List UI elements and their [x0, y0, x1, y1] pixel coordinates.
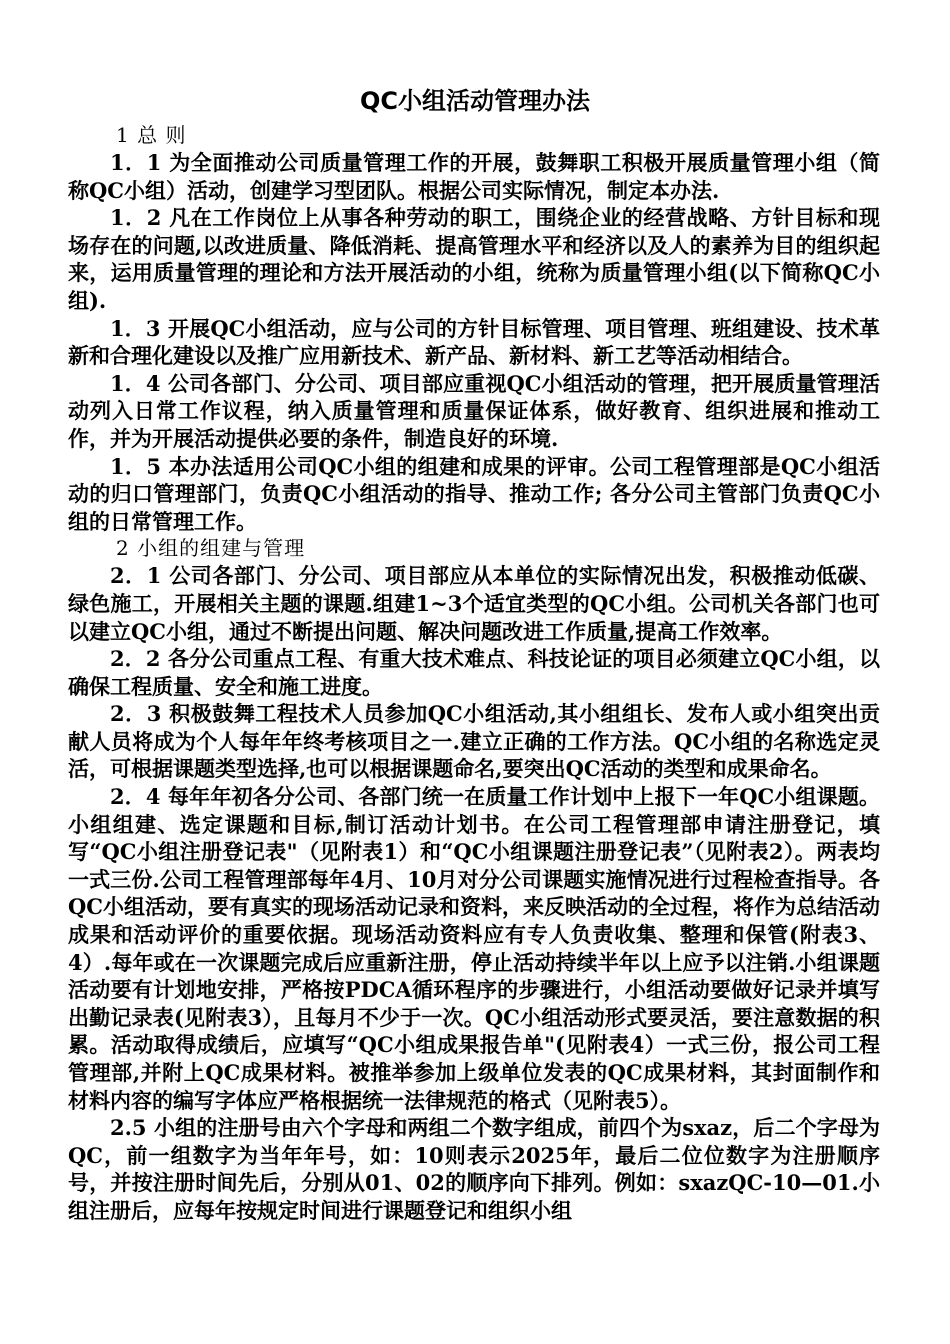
section-heading-2: 2 小组的组建与管理: [116, 536, 306, 561]
paragraph-1-5: 1．5 本办法适用公司QC小组的组建和成果的评审。公司工程管理部是QC小组活动的归口管理部门，负责QC小组活动的指导、推动工作; 各分公司主管部门负责QC小组的日常管理工作。: [68, 453, 880, 534]
paragraph-1-4: 1．4 公司各部门、分公司、项目部应重视QC小组活动的管理，把开展质量管理活动列入日常工作议程，纳入质量管理和质量保证体系，做好教育、组织进展和推动工作，并为开展活动提供必要的条件，制造良好的环境.: [68, 370, 880, 451]
paragraph-1-3: 1．3 开展QC小组活动，应与公司的方针目标管理、项目管理、班组建设、技术革新和合理化建设以及推广应用新技术、新产品、新材料、新工艺等活动相结合。: [68, 315, 880, 369]
paragraph-2-4: 2．4 每年年初各分公司、各部门统一在质量工作计划中上报下一年QC小组课题。小组组建、选定课题和目标,制订活动计划书。在公司工程管理部申请注册登记，填写“QC小组注册登记表"（见附表1）和“QC小组课题注册登记表”（见附表2）。两表均一式三份.公司工程管理部每年4月、10月对分公司课题实施情况进行过程检查指导。各QC小组活动，要有真实的现场活动记录和资料，来反映活动的全过程，将作为总结活动成果和活动评价的重要依据。现场活动资料应有专人负责收集、整理和保管(附表3、4）.每年或在一次课题完成后应重新注册，停止活动持续半年以上应予以注销.小组课题活动要有计划地安排，严格按PDCA循环程序的步骤进行，小组活动要做好记录并填写出勤记录表(见附表3），且每月不少于一次。QC小组活动形式要灵活，要注意数据的积累。活动取得成绩后，应填写“QC小组成果报告单"(见附表4）一式三份，报公司工程管理部,并附上QC成果材料。被推举参加上级单位发表的QC成果材料，其封面制作和材料内容的编写字体应严格根据统一法律规范的格式（见附表5）。: [68, 784, 881, 1113]
page-title: QC小组活动管理办法: [359, 87, 590, 115]
paragraph-2-5: 2.5 小组的注册号由六个字母和两组二个数字组成，前四个为sxaz，后二个字母为QC，前一组数字为当年年号，如：10则表示2025年，最后二位位数字为注册顺序号，并按注册时间先后，分别从01、02的顺序向下排列。例如：sxazQC-10—01.小组注册后，应每年按规定时间进行课题登记和组织小组: [68, 1115, 880, 1223]
paragraph-1-2: 1．2 凡在工作岗位上从事各种劳动的职工，围绕企业的经营战略、方针目标和现场存在的问题,以改进质量、降低消耗、提高管理水平和经济以及人的素养为目的组织起来，运用质量管理的理论和方法开展活动的小组，统称为质量管理小组(以下简称QC小组).: [68, 205, 880, 313]
paragraph-2-1: 2．1 公司各部门、分公司、项目部应从本单位的实际情况出发，积极推动低碳、绿色施工，开展相关主题的课题.组建1~3个适宜类型的QC小组。公司机关各部门也可以建立QC小组，通过不断提出问题、解决问题改进工作质量,提高工作效率。: [68, 563, 880, 644]
section-heading-1: 1 总 则: [116, 123, 187, 147]
paragraph-2-3: 2．3 积极鼓舞工程技术人员参加QC小组活动,其小组组长、发布人或小组突出贡献人员将成为个人每年年终考核项目之一.建立正确的工作方法。QC小组的名称选定灵活，可根据课题类型选择,也可以根据课题命名,要突出QC活动的类型和成果命名。: [68, 701, 880, 782]
document-body: [68, 122, 880, 1225]
paragraph-2-2: 2．2 各分公司重点工程、有重大技术难点、科技论证的项目必须建立QC小组，以确保工程质量、安全和施工进度。: [68, 646, 880, 699]
paragraph-1-1: 1．1 为全面推动公司质量管理工作的开展，鼓舞职工积极开展质量管理小组（简称QC小组）活动，创建学习型团队。根据公司实际情况，制定本办法.: [68, 150, 880, 203]
